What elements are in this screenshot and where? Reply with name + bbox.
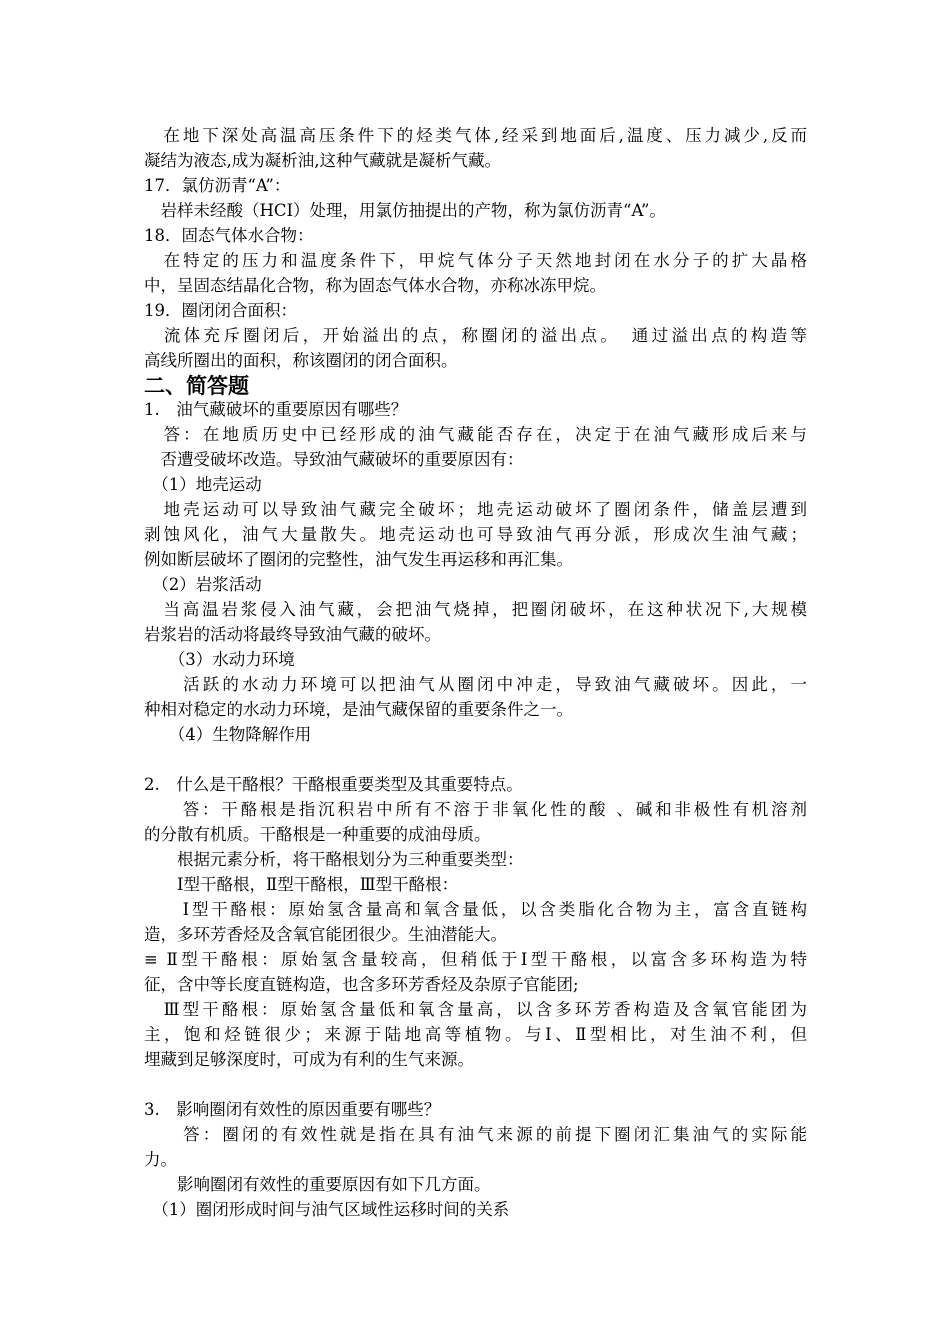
list-item-title: （2）岩浆活动 [144,575,262,594]
text-line: 岩浆岩的活动将最终导致油气藏的破坏。 [144,625,441,644]
text-line: 在地下深处高温高压条件下的烃类气体,经采到地面后,温度、压力减少,反而 [144,126,807,145]
text-line: 流体充斥圈闭后，开始溢出的点，称圈闭的溢出点。 通过溢出点的构造等 [144,326,807,345]
text-line: 例如断层破坏了圈闭的完整性，油气发生再运移和再汇集。 [144,550,573,569]
text-line: 否遭受破坏改造。导致油气藏破坏的重要原因有： [144,450,524,469]
text-line: 活跃的水动力环境可以把油气从圈闭中冲走，导致油气藏破坏。因此，一 [144,675,807,694]
text-line: 征，含中等长度直链构造，也含多环芳香烃及杂原子官能团; [144,975,579,994]
text-line: 剥蚀风化，油气大量散失。地壳运动也可导致油气再分派，形成次生油气藏； [144,525,807,544]
text-line: 主，饱和烃链很少；来源于陆地高等植物。与Ⅰ、Ⅱ型相比，对生油不利，但 [144,1025,807,1044]
text-line: 答：干酪根是指沉积岩中所有不溶于非氧化性的酸 、碱和非极性有机溶剂 [144,800,807,819]
list-item-title: （1）地壳运动 [144,475,262,494]
term-heading: 18．固态气体水合物： [144,226,314,245]
text-line: 影响圈闭有效性的重要原因有如下几方面。 [144,1175,491,1194]
text-line: 答：在地质历史中已经形成的油气藏能否存在，决定于在油气藏形成后来与 [144,425,807,444]
text-line: ≡ Ⅱ型干酪根：原始氢含量较高，但稍低于I型干酪根，以富含多环构造为特 [144,950,807,969]
section-heading: 二、简答题 [144,373,249,398]
text-line: I型干酪根：原始氢含量高和氧含量低，以含类脂化合物为主，富含直链构 [144,900,807,919]
question-heading: 3. 影响圈闭有效性的原因重要有哪些？ [144,1100,441,1119]
text-line: 答：圈闭的有效性就是指在具有油气来源的前提下圈闭汇集油气的实际能 [144,1125,807,1144]
text-line: 凝结为液态,成为凝析油,这种气藏就是凝析气藏。 [144,151,501,170]
list-item-title: （4）生物降解作用 [144,725,312,744]
list-item-title: （1）圈闭形成时间与油气区域性运移时间的关系 [144,1200,510,1219]
text-line: I型干酪根，Ⅱ型干酪根，Ⅲ型干酪根： [144,875,459,894]
term-heading: 19．圈闭闭合面积： [144,301,297,320]
text-line: 当高温岩浆侵入油气藏，会把油气烧掉，把圈闭破坏，在这种状况下,大规模 [144,600,807,619]
text-line: 根据元素分析，将干酪根划分为三种重要类型： [144,850,524,869]
text-line: 种相对稳定的水动力环境，是油气藏保留的重要条件之一。 [144,700,573,719]
question-heading: 1. 油气藏破坏的重要原因有哪些？ [144,400,408,419]
text-line: 的分散有机质。干酪根是一种重要的成油母质。 [144,825,491,844]
text-line: 高线所圈出的面积，称该圈闭的闭合面积。 [144,351,458,370]
text-line: 力。 [144,1150,177,1169]
text-line: 在特定的压力和温度条件下，甲烷气体分子天然地封闭在水分子的扩大晶格 [144,251,807,270]
term-heading: 17．氯仿沥青“A”： [144,176,291,195]
list-item-title: （3）水动力环境 [144,650,295,669]
text-line: 岩样未经酸（HCI）处理，用氯仿抽提出的产物，称为氯仿沥青“A”。 [144,201,666,220]
question-heading: 2. 什么是干酪根？干酪根重要类型及其重要特点。 [144,775,523,794]
text-line: Ⅲ型干酪根：原始氢含量低和氧含量高，以含多环芳香构造及含氧官能团为 [144,1000,807,1019]
text-line: 地壳运动可以导致油气藏完全破坏；地壳运动破坏了圈闭条件，储盖层遭到 [144,500,807,519]
text-line: 埋藏到足够深度时，可成为有利的生气来源。 [144,1050,474,1069]
text-line: 造，多环芳香烃及含氧官能团很少。生油潜能大。 [144,925,507,944]
text-line: 中，呈固态结晶化合物，称为固态气体水合物，亦称冰冻甲烷。 [144,276,606,295]
